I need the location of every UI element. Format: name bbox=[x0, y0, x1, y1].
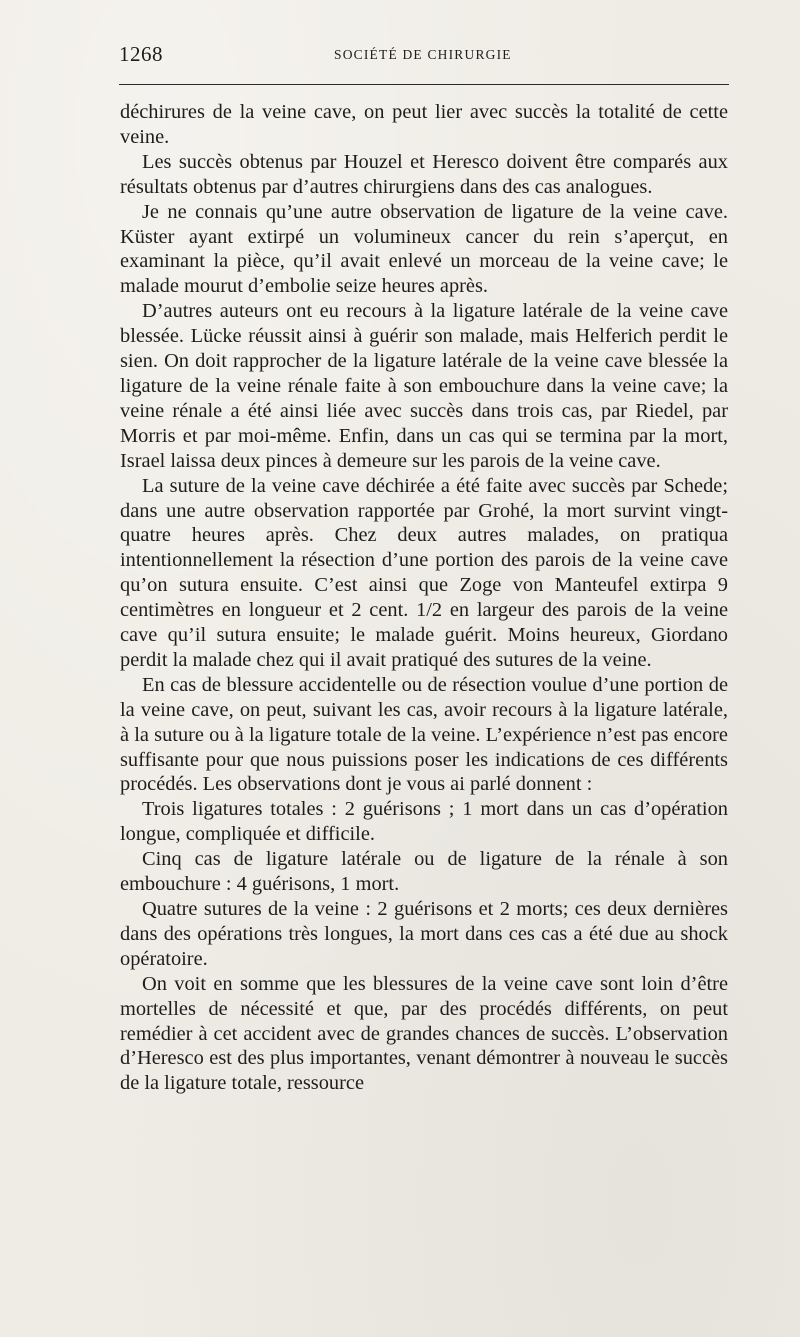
paragraph: On voit en somme que les blessures de la veine cave sont loin d’être mortelles de nécessité et que, par des procédés différents, on peut remédier à cet accident avec de grandes chances de succès. L’observation d’Heresco est des plus importantes, venant démontrer à nouveau le succès de la ligature totale, ressource bbox=[120, 972, 728, 1095]
paragraph: Trois ligatures totales : 2 guérisons ; 1 mort dans un cas d’opération longue, compliquée et difficile. bbox=[120, 798, 728, 846]
paragraph: déchirures de la veine cave, on peut lier avec succès la totalité de cette veine. bbox=[120, 101, 728, 148]
body-text bbox=[120, 100, 728, 1096]
paragraph: Les succès obtenus par Houzel et Heresco doivent être comparés aux résultats obtenus par d’autres chirurgiens dans des cas analogues. bbox=[120, 150, 728, 198]
page-number: 1268 bbox=[119, 42, 163, 66]
paragraph: La suture de la veine cave déchirée a été faite avec succès par Schede; dans une autre observation rapportée par Grohé, la mort survint vingt-quatre heures après. Chez deux autres malades, on pratiqua intentionnellement la résection d’une portion des parois de la veine cave qu’on sutura ensuite. C’est ainsi que Zoge von Manteufel extirpa 9 centimètres en longueur et 2 cent. 1/2 en largeur des parois de la veine cave qu’il sutura ensuite; le malade guérit. Moins heureux, Giordano perdit la malade chez qui il avait pratiqué des sutures de la veine. bbox=[120, 474, 728, 671]
paragraph: Quatre sutures de la veine : 2 guérisons et 2 morts; ces deux dernières dans des opérations très longues, la mort dans ces cas a été due au shock opératoire. bbox=[120, 898, 728, 970]
paragraph: Je ne connais qu’une autre observation de ligature de la veine cave. Küster ayant extirpé un volumineux cancer du rein s’aperçut, en examinant la pièce, qu’il avait enlevé un morceau de la veine cave; le malade mourut d’embolie seize heures après. bbox=[120, 200, 728, 298]
page-header bbox=[119, 42, 729, 78]
header-rule bbox=[119, 84, 729, 85]
paragraph: D’autres auteurs ont eu recours à la ligature latérale de la veine cave blessée. Lücke réussit ainsi à guérir son malade, mais Helferich perdit le sien. On doit rapprocher de la ligature latérale de la veine cave blessée la ligature de la veine rénale faite à son embouchure dans la veine cave; la veine rénale a été ainsi liée avec succès dans trois cas, par Riedel, par Morris et par moi-même. Enfin, dans un cas qui se termina par la mort, Israel laissa deux pinces à demeure sur les parois de la veine cave. bbox=[120, 300, 728, 472]
paragraph: En cas de blessure accidentelle ou de résection voulue d’une portion de la veine cave, on peut, suivant les cas, avoir recours à la ligature latérale, à la suture ou à la ligature totale de la veine. L’expérience n’est pas encore suffisante pour que nous puissions poser les indications de ces différents procédés. Les observations dont je vous ai parlé donnent : bbox=[120, 673, 728, 796]
paragraph: Cinq cas de ligature latérale ou de ligature de la rénale à son embouchure : 4 guérisons, 1 mort. bbox=[120, 848, 728, 896]
running-title: SOCIÉTÉ DE CHIRURGIE bbox=[334, 47, 512, 62]
